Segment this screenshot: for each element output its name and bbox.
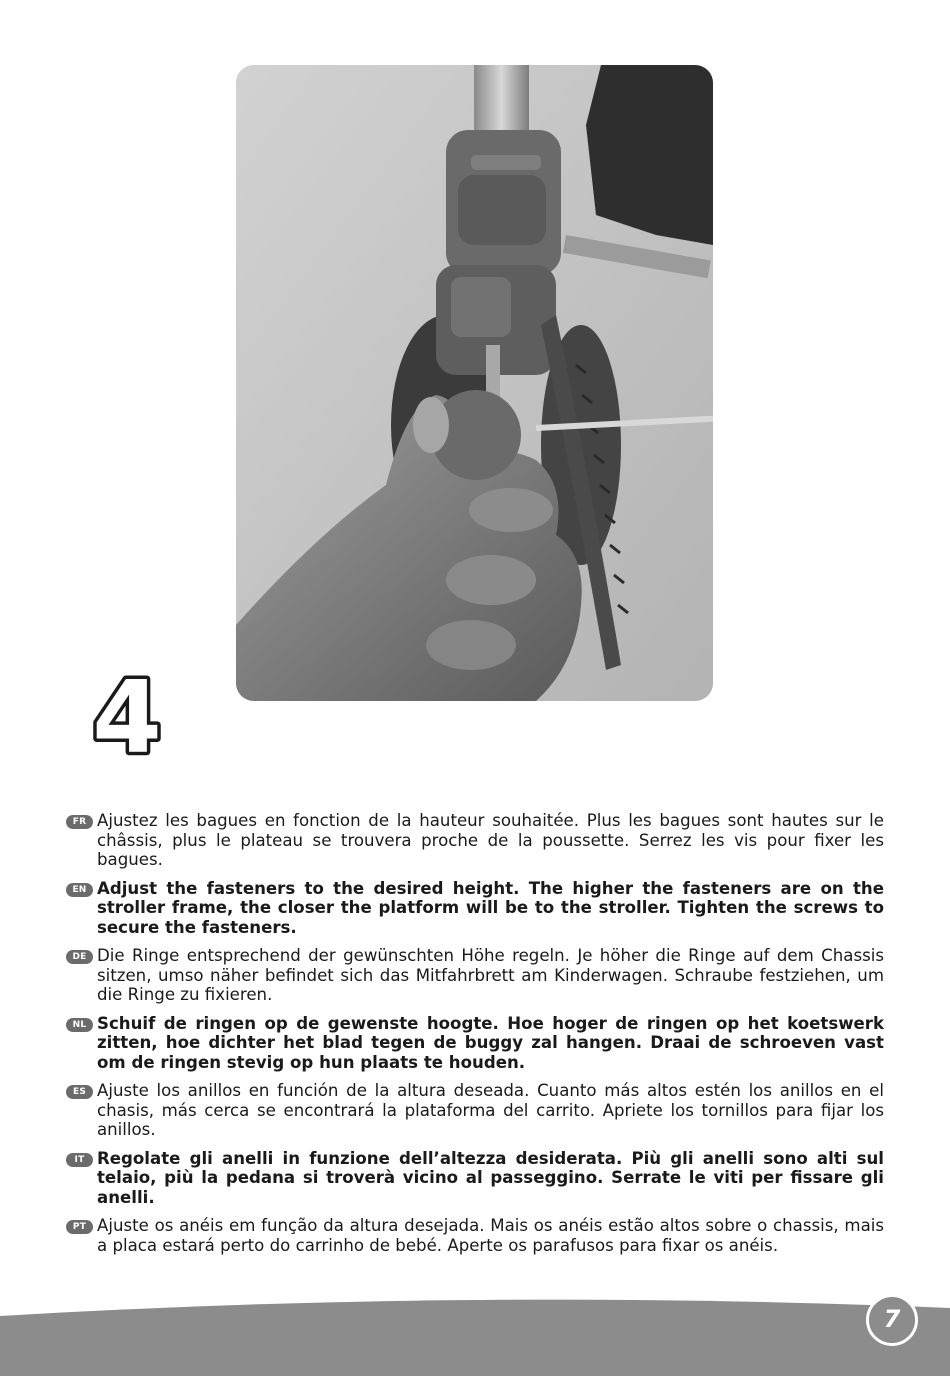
instruction-es	[66, 1081, 884, 1140]
language-badge: FR	[66, 815, 93, 829]
instruction-text: Ajustez les bagues en fonction de la hauteur souhaitée. Plus les bagues sont hautes sur le châssis, plus le plateau se trouvera proche de la poussette. Serrez les vis pour fixer les bagues.	[97, 811, 884, 869]
instruction-en	[66, 879, 884, 938]
instruction-nl	[66, 1014, 884, 1073]
instruction-pt	[66, 1216, 884, 1255]
instruction-text: Adjust the fasteners to the desired height. The higher the fasteners are on the stroller frame, the closer the platform will be to the stroller. Tighten the screws to secure the fasteners.	[97, 878, 884, 937]
instruction-text: Ajuste los anillos en función de la altura deseada. Cuanto más altos estén los anillos en el chasis, más cerca se encontrará la plataforma del carrito. Apriete los tornillos para fijar los anillos.	[97, 1081, 884, 1139]
instruction-fr	[66, 811, 884, 870]
instruction-photo	[236, 65, 713, 701]
instruction-text: Ajuste os anéis em função da altura desejada. Mais os anéis estão altos sobre o chassis, mais a placa estará perto do carrinho de bebé. Aperte os parafusos para fixar os anéis.	[97, 1216, 884, 1255]
footer-band	[0, 1296, 950, 1376]
language-badge: PT	[66, 1220, 93, 1234]
instruction-text: Die Ringe entsprechend der gewünschten Höhe regeln. Je höher die Ringe auf dem Chassis sitzen, umso näher befindet sich das Mitfahrbrett am Kinderwagen. Schraube festziehen, um die Ringe zu fixieren.	[97, 946, 884, 1004]
instructions-list	[66, 811, 884, 1264]
language-badge: DE	[66, 950, 93, 964]
language-badge: NL	[66, 1018, 93, 1032]
instruction-it	[66, 1149, 884, 1208]
instruction-de	[66, 946, 884, 1005]
stroller-clamp-photo	[236, 65, 713, 701]
instruction-text: Schuif de ringen op de gewenste hoogte. Hoe hoger de ringen op het koetswerk zitten, hoe dichter het blad tegen de buggy zal hangen. Draai de schroeven vast om de ringen stevig op hun plaats te houden.	[97, 1013, 884, 1072]
language-badge: ES	[66, 1085, 93, 1099]
step-number-text: 4	[92, 660, 162, 766]
language-badge: IT	[66, 1153, 93, 1167]
step-number	[84, 660, 170, 770]
page-number: 7	[866, 1294, 918, 1346]
instruction-text: Regolate gli anelli in funzione dell’altezza desiderata. Più gli anelli sono alti sul telaio, più la pedana si troverà vicino al passeggino. Serrate le viti per fissare gli anelli.	[97, 1148, 884, 1207]
step-number-glyph	[84, 660, 170, 766]
language-badge: EN	[66, 883, 93, 897]
